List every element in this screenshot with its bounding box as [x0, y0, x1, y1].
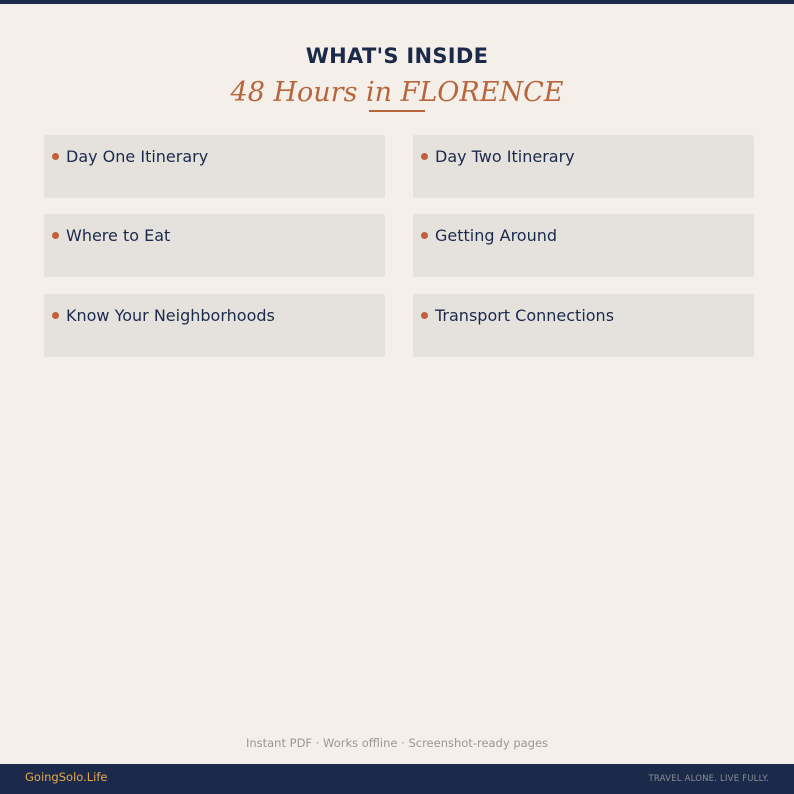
section-label: Know Your Neighborhoods: [66, 306, 275, 325]
page-subtitle: 48 Hours in FLORENCE: [230, 77, 564, 108]
section-label: Day One Itinerary: [66, 147, 209, 166]
section-card-day-two: [413, 135, 754, 198]
section-card-where-to-eat: [44, 214, 385, 277]
bullet-dot-icon: [52, 232, 59, 239]
section-label: Day Two Itinerary: [435, 147, 575, 166]
section-card-neighborhoods: [44, 294, 385, 357]
section-label: Getting Around: [435, 226, 558, 245]
subtitle-underline: [369, 110, 425, 112]
feature-tagline: Instant PDF · Works offline · Screenshot-ready pages: [245, 736, 549, 750]
page-title: WHAT'S INSIDE: [305, 44, 489, 68]
footer-motto: TRAVEL ALONE. LIVE FULLY.: [648, 774, 769, 784]
section-card-transport: [413, 294, 754, 357]
section-card-day-one: [44, 135, 385, 198]
brand-logo-text: GoingSolo.Life: [25, 770, 108, 784]
bullet-dot-icon: [52, 312, 59, 319]
section-label: Transport Connections: [435, 306, 615, 325]
bullet-dot-icon: [421, 232, 428, 239]
bullet-dot-icon: [52, 153, 59, 160]
footer-bar: [0, 764, 794, 794]
top-accent-bar: [0, 0, 794, 4]
section-card-getting-around: [413, 214, 754, 277]
section-label: Where to Eat: [66, 226, 171, 245]
bullet-dot-icon: [421, 312, 428, 319]
bullet-dot-icon: [421, 153, 428, 160]
